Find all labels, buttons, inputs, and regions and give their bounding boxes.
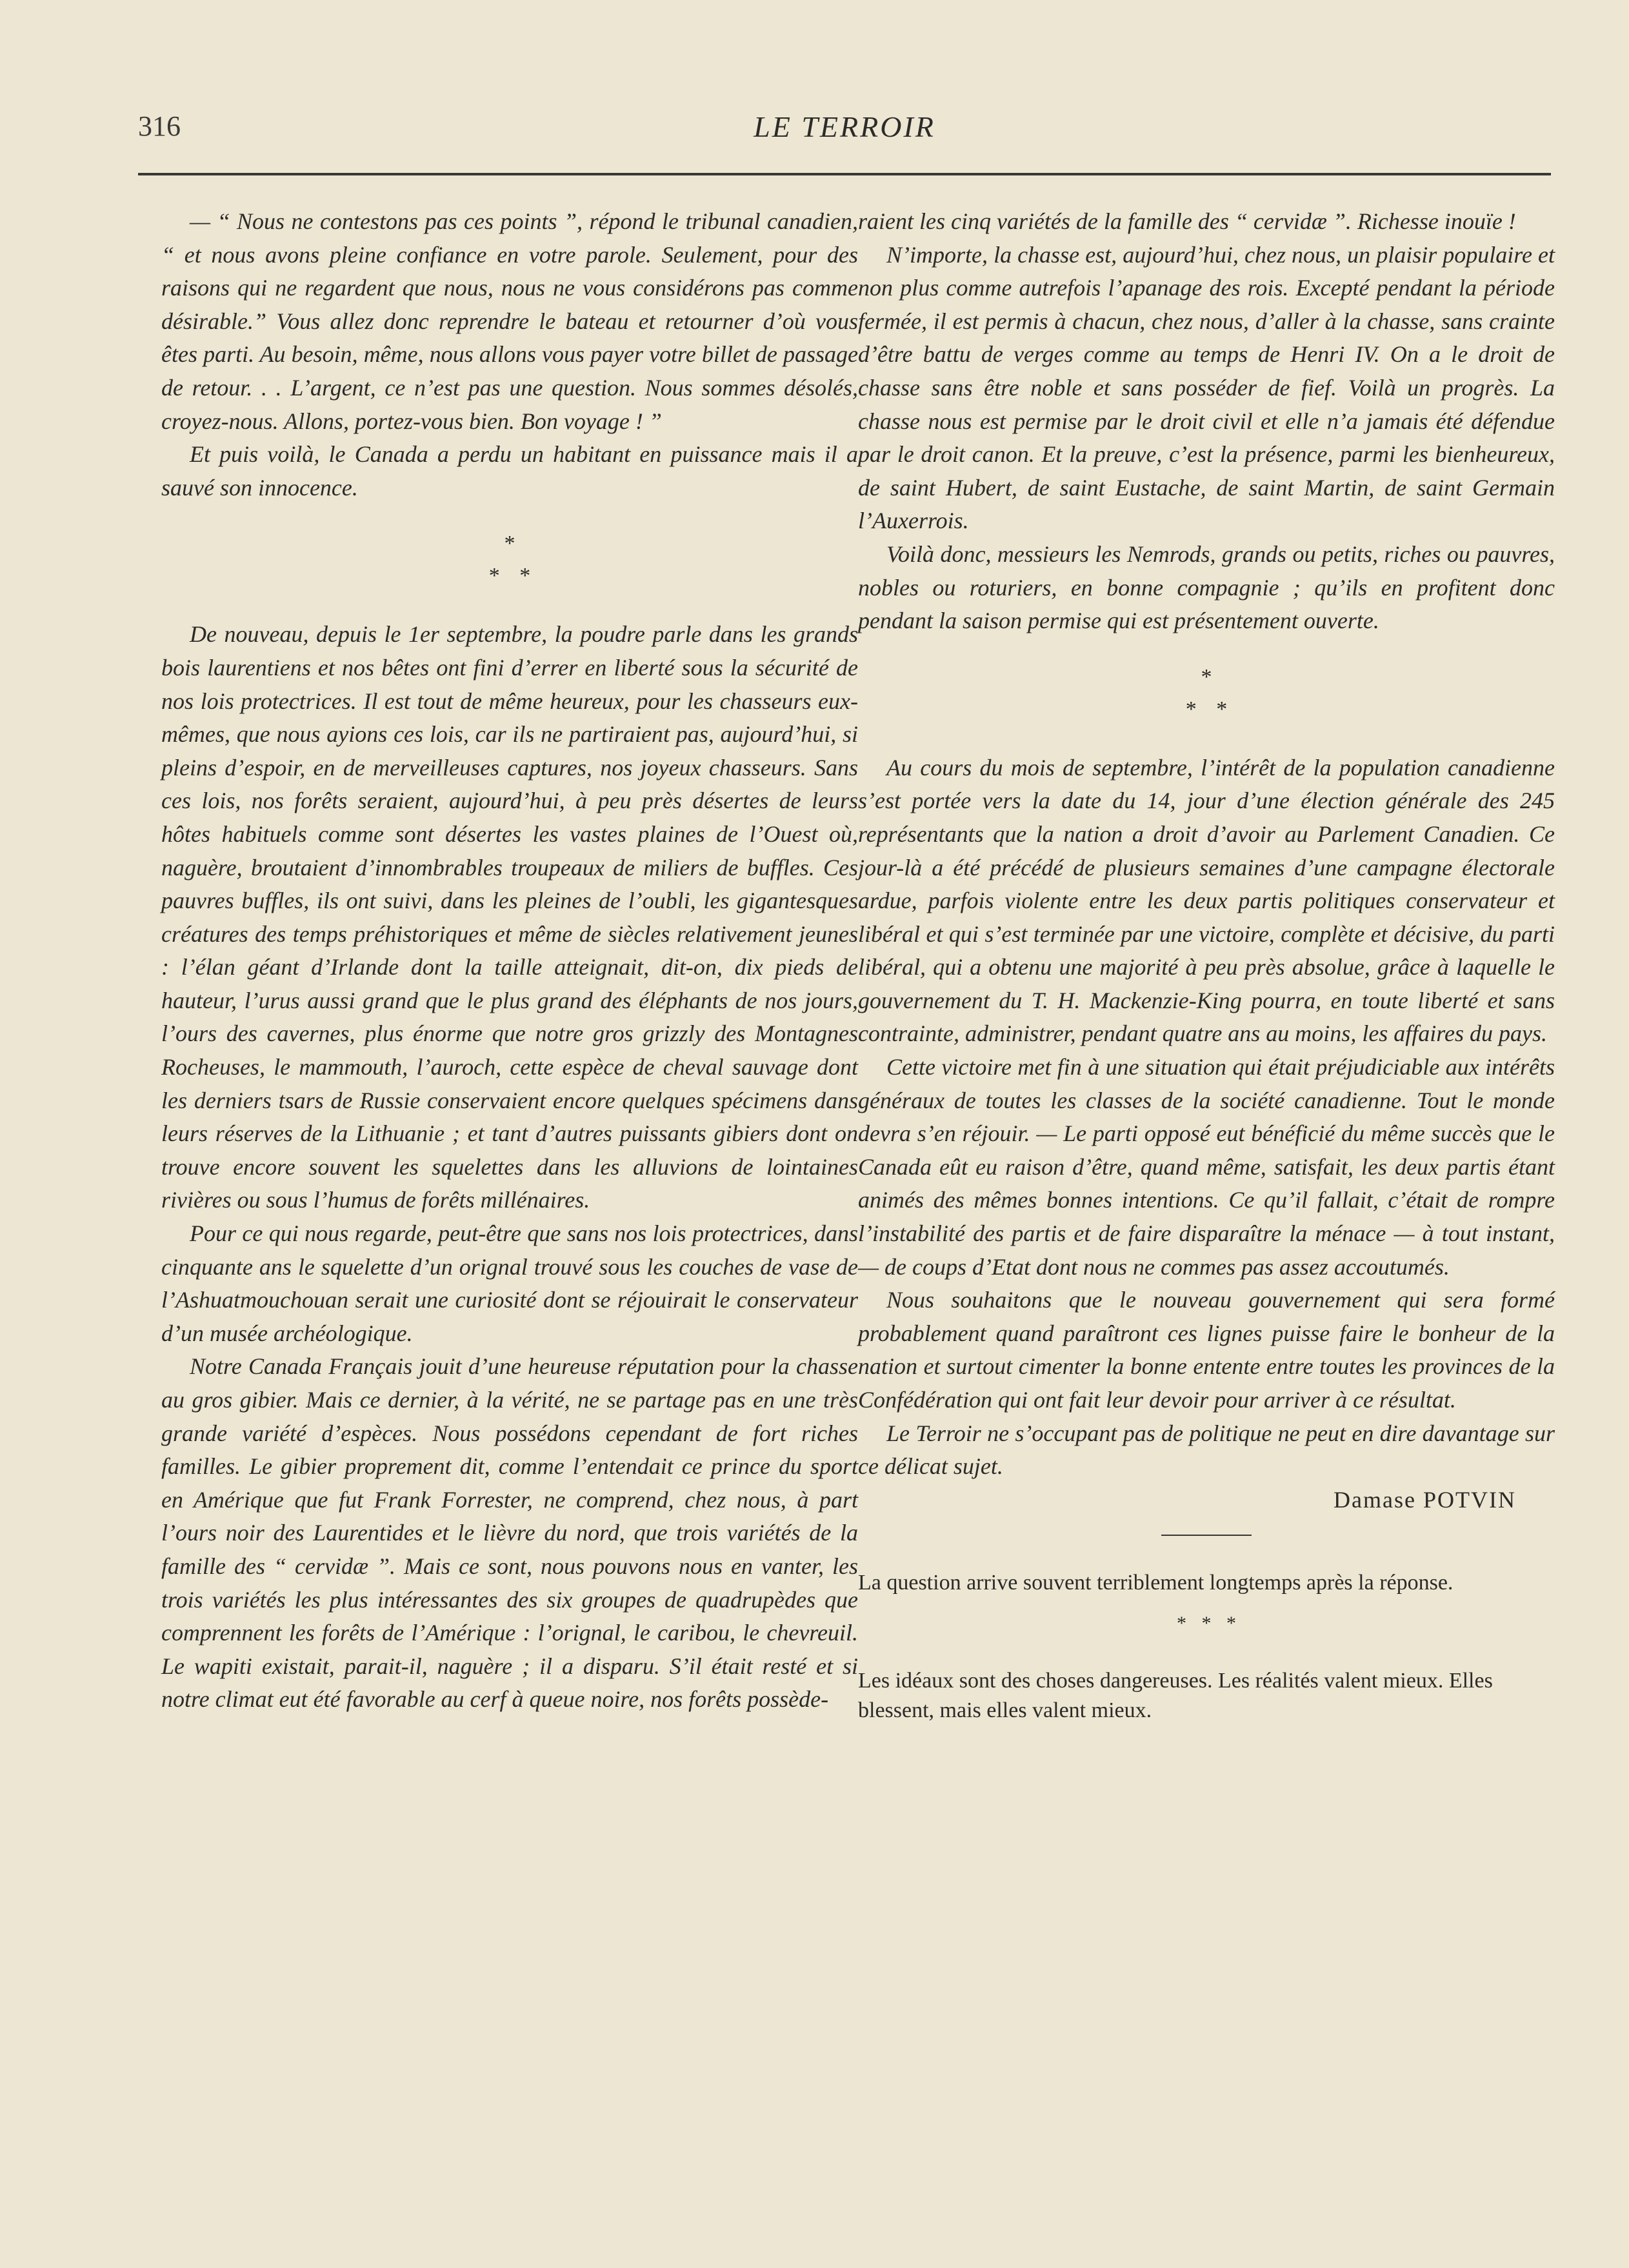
page-header xyxy=(138,110,1551,155)
header-rule xyxy=(138,173,1551,175)
paragraph: Voilà donc, messieurs les Nemrods, grands ou petits, riches ou pauvres, nobles ou roturiers, en bonne compagnie ; qu’ils en profitent donc pendant la saison permise qui est présentement ouverte. xyxy=(858,541,1555,634)
paragraph: Nous souhaitons que le nouveau gouvernement qui sera formé probablement quand paraîtront ces lignes puisse faire le bonheur de la nation et surtout cimenter la bonne entente entre toutes les provinces de la Confédération qui ont fait leur devoir pour arriver à ce résultat. xyxy=(858,1287,1555,1413)
paragraph: Cette victoire met fin à une situation qui était préjudiciable aux intérêts généraux de toutes les classes de la société canadienne. Tout le monde devra s’en réjouir. — Le parti opposé eut bénéficié du même succès que le Canada eût eu raison d’être, quand même, satisfait, les deux partis étant animés des mêmes bonnes intentions. Ce qu’il fallait, c’était de rompre l’instabilité des partis et de faire disparaître la ménace — à tout instant, — de coups d’Etat dont nous ne commes pas assez accoutumés. xyxy=(858,1054,1555,1280)
paragraph: N’importe, la chasse est, aujourd’hui, chez nous, un plaisir populaire et non plus comme autrefois l’apanage des rois. Excepté pendant la période fermée, il est permis à chacun, chez nous, d’aller à la chasse, sans crainte d’être battu de verges comme au temps de Henri IV. On a le droit de chasse sans être noble et sans posséder de fief. Voilà un progrès. La chasse nous est permise par le droit civil et elle n’a jamais été défendue par le droit canon. Et la preuve, c’est la présence, parmi les bienheureux, de saint Hubert, de saint Eustache, de saint Martin, de saint Germain l’Auxerrois. xyxy=(858,241,1555,534)
page-number: 316 xyxy=(138,110,181,142)
right-column xyxy=(858,205,1555,1726)
paragraph: Notre Canada Français jouit d’une heureuse réputation pour la chasse au gros gibier. Mais ce dernier, à la vérité, ne se partage pas en une très grande variété d’espèces. Nous possédons cependant de fort riches familles. Le gibier proprement dit, comme l’entendait ce prince du sport en Amérique que fut Frank Forrester, ne comprend, chez nous, à part l’ours noir des Laurentides et le lièvre du nord, que trois variétés de la famille des “ cervidæ ”. Mais ce sont, nous pouvons nous en vanter, les trois variétés les plus intéressantes des six groupes de quadrupèdes que comprennent les forêts de l’Amérique : l’orignal, le caribou, le chevreuil. Le wapiti existait, parait-il, naguère ; il a disparu. S’il était resté et si notre climat eut été favorable au cerf à queue noire, nos forêts possède- xyxy=(161,1353,858,1713)
running-title: LE TERROIR xyxy=(754,110,935,143)
author-signature: Damase POTVIN xyxy=(1334,1486,1516,1513)
paragraph: Et puis voilà, le Canada a perdu un habitant en puissance mais il a sauvé son innocence. xyxy=(161,441,858,501)
paragraph: Au cours du mois de septembre, l’intérêt de la population canadienne s’est portée vers la date du 14, jour d’une élection générale des 245 représentants que la nation a droit d’avoir au Parlement Canadien. Ce jour-là a été précédé de plusieurs semaines d’une campagne électorale ardue, parfois violente entre les deux partis politiques conservateur et libéral et qui s’est terminée par une victoire, complète et décisive, du parti libéral, qui a obtenu une majorité à peu près absolue, grâce à laquelle le gouvernement du T. H. Mackenzie-King pourra, en toute liberté et sans contrainte, administrer, pendant quatre ans au moins, les affaires du pays. xyxy=(858,754,1555,1047)
paragraph: Pour ce qui nous regarde, peut-être que sans nos lois protectrices, dans cinquante ans le squelette d’un orignal trouvé sous les couches de vase de l’Ashuatmouchouan serait une curiosité dont se réjouirait le conservateur d’un musée archéologique. xyxy=(161,1220,858,1346)
paragraph: De nouveau, depuis le 1er septembre, la poudre parle dans les grands bois laurentiens et nos bêtes ont fini d’errer en liberté sous la sécurité de nos lois protectrices. Il est tout de même heureux, pour les chasseurs eux-mêmes, que nous ayions ces lois, car ils ne partiraient pas, aujourd’hui, si pleins d’espoir, en de merveilleuses captures, nos joyeux chasseurs. Sans ces lois, nos forêts seraient, aujourd’hui, à peu près désertes de leurs hôtes habituels comme sont désertes les vastes plaines de l’Ouest où, naguère, broutaient d’innombrables troupeaux de miliers de buffles. Ces pauvres buffles, ils ont suivi, dans les pleines de l’oubli, les gigantesques créatures des temps préhistoriques et même de siècles relativement jeunes : l’élan géant d’Irlande dont la taille atteignait, dit-on, dix pieds de hauteur, l’urus aussi grand que le plus grand des éléphants de nos jours, l’ours des cavernes, plus énorme que notre gros grizzly des Montagnes Rocheuses, le mammouth, l’auroch, cette espèce de cheval sauvage dont les derniers tsars de Russie conservaient encore quelques spécimens dans leurs réserves de la Lithuanie ; et tant d’autres puissants gibiers dont on trouve encore souvent les squelettes dans les alluvions de lointaines rivières ou sous l’humus de forêts millénaires. xyxy=(161,621,858,1213)
paragraph: Le Terroir ne s’occupant pas de politique ne peut en dire davantage sur ce délicat sujet. xyxy=(858,1420,1555,1480)
section-separator: * * * xyxy=(488,532,531,588)
paragraph: — “ Nous ne contestons pas ces points ”, répond le tribunal canadien, “ et nous avons pleine confiance en votre parole. Seulement, pour des raisons qui ne regardent que nous, nous ne vous considérons pas comme désirable.” Vous allez donc reprendre le bateau et retourner d’où vous êtes parti. Au besoin, même, nous allons vous payer votre billet de passage de retour. . . L’argent, ce n’est pas une question. Nous sommes désolés, croyez-nous. Allons, portez-vous bien. Bon voyage ! ” xyxy=(161,208,858,434)
left-column xyxy=(161,205,858,1716)
maxim-separator: * * * xyxy=(1177,1613,1236,1635)
section-separator: * * * xyxy=(1185,664,1228,721)
maxim: Les idéaux sont des choses dangereuses. Les réalités valent mieux. Elles blessent, mais elles valent mieux. xyxy=(858,1668,1493,1722)
maxim: La question arrive souvent terriblement longtemps après la réponse. xyxy=(858,1571,1454,1595)
paragraph: raient les cinq variétés de la famille des “ cervidæ ”. Richesse inouïe ! xyxy=(858,208,1516,234)
signature-rule xyxy=(1161,1535,1252,1536)
